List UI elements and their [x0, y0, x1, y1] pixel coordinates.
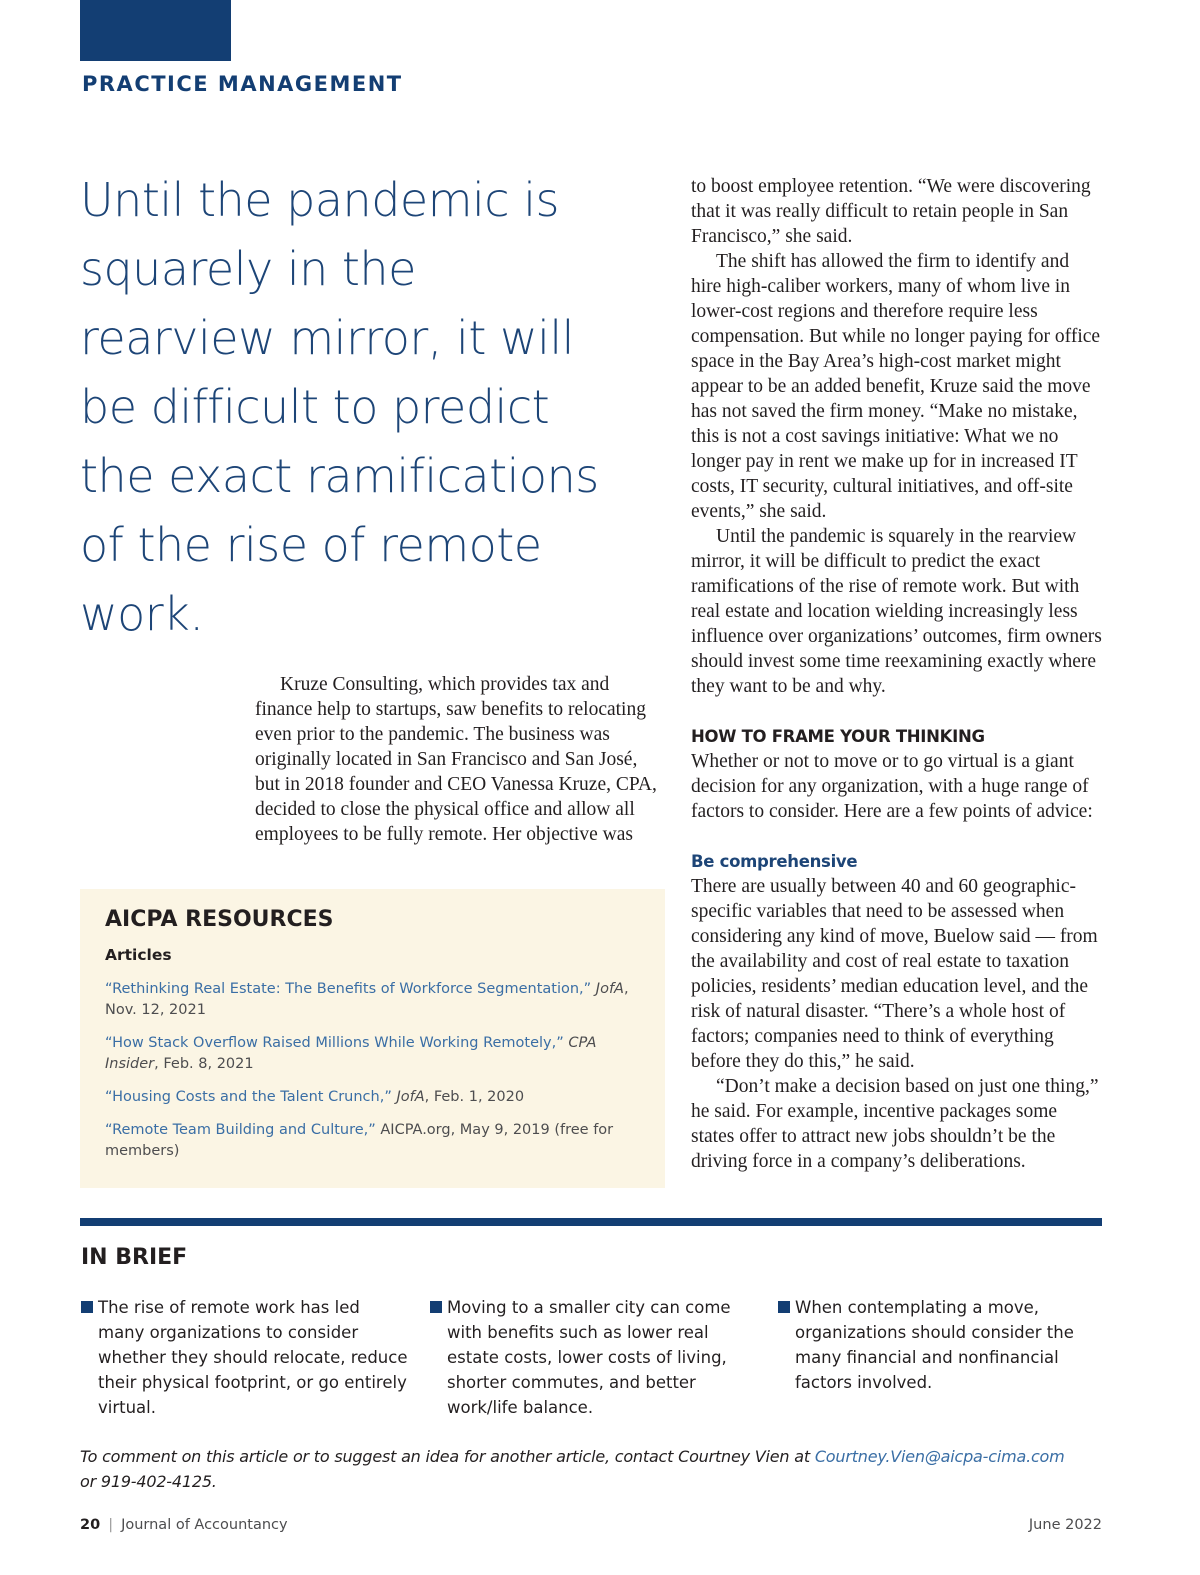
in-brief-text: The rise of remote work has led many organizations to consider whether they should relocate, reduce their physical footprint, or go entirely virtual.: [98, 1298, 408, 1417]
comment-footnote: [80, 1444, 1080, 1494]
resource-link[interactable]: “How Stack Overflow Raised Millions While Working Remotely,”: [105, 1035, 564, 1051]
right-paragraph: to boost employee retention. “We were discovering that it was really difficult to retain people in San Francisco,” she said.: [691, 176, 1091, 247]
section-label: PRACTICE MANAGEMENT: [82, 72, 403, 96]
section-divider: [80, 1218, 1102, 1226]
right-column-body: [691, 174, 1103, 1174]
pull-quote: Until the pandemic is squarely in the rearview mirror, it will be difficult to predict the exact ramifications of the rise of remote work.: [80, 173, 599, 641]
right-paragraph: There are usually between 40 and 60 geographic-specific variables that need to be assessed when considering any kind of move, Buelow said — from the availability and cost of real estate to taxation policies, residents’ median education level, and the risk of natural disaster. “There’s a whole host of factors; companies need to think of everything before they do this,” he said.: [691, 876, 1098, 1072]
resource-publication: JofA: [595, 981, 624, 997]
section-heading: HOW TO FRAME YOUR THINKING: [691, 727, 985, 746]
resources-title: AICPA RESOURCES: [105, 907, 334, 932]
publication-name: Journal of Accountancy: [121, 1517, 288, 1533]
left-paragraph: Kruze Consulting, which provides tax and finance help to startups, saw benefits to relocating even prior to the pandemic. The business was originally located in San Francisco and San José, but in 2018 founder and CEO Vanessa Kruze, CPA, decided to close the physical office and allow all employees to be fully remote. Her objective was: [255, 674, 657, 845]
in-brief-title: IN BRIEF: [81, 1245, 188, 1270]
resources-subtitle: Articles: [105, 946, 172, 964]
square-bullet-icon: [778, 1301, 790, 1313]
resource-item: [105, 1033, 650, 1075]
resource-item: [105, 979, 650, 1021]
spacer: [691, 699, 1103, 724]
subheading: Be comprehensive: [691, 852, 858, 871]
left-column-body: [255, 672, 660, 847]
in-brief-text: Moving to a smaller city can come with benefits such as lower real estate costs, lower costs of living, shorter commutes, and better work/life balance.: [447, 1298, 731, 1417]
resource-publication: CPA Insider: [105, 1035, 597, 1072]
resource-date: , Feb. 8, 2021: [154, 1056, 254, 1072]
square-bullet-icon: [430, 1301, 442, 1313]
in-brief-text: When contemplating a move, organizations should consider the many financial and nonfinancial factors involved.: [795, 1298, 1074, 1392]
resource-link[interactable]: “Housing Costs and the Talent Crunch,”: [105, 1089, 392, 1105]
in-brief-item: [81, 1295, 411, 1420]
resource-date: , Feb. 1, 2020: [424, 1089, 525, 1105]
resource-link[interactable]: “Remote Team Building and Culture,”: [105, 1122, 376, 1138]
resource-link[interactable]: “Rethinking Real Estate: The Benefits of Workforce Segmentation,”: [105, 981, 592, 997]
resource-publication: JofA: [396, 1089, 425, 1105]
square-bullet-icon: [81, 1301, 93, 1313]
resource-item: [105, 1120, 650, 1162]
email-link[interactable]: Courtney.Vien@aicpa-cima.com: [814, 1447, 1065, 1466]
right-paragraph: Until the pandemic is squarely in the rearview mirror, it will be difficult to predict the exact ramifications of the rise of remote work. But with real estate and location wielding increasingly less influence over organizations’ outcomes, firm owners should invest some time reexamining exactly where they want to be and why.: [691, 526, 1102, 697]
resource-date: , Nov. 12, 2021: [105, 981, 629, 1018]
right-paragraph: “Don’t make a decision based on just one thing,” he said. For example, incentive packages some states offer to attract new jobs shouldn’t be the driving force in a company’s deliberations.: [691, 1076, 1099, 1172]
issue-date: June 2022: [1028, 1517, 1102, 1533]
in-brief-item: [430, 1295, 760, 1420]
folio-separator: |: [108, 1517, 114, 1533]
right-paragraph: Whether or not to move or to go virtual is a giant decision for any organization, with a huge range of factors to consider. Here are a few points of advice:: [691, 751, 1093, 822]
page-folio: [80, 1517, 288, 1533]
footnote-text: or 919-402-4125.: [80, 1472, 217, 1491]
resources-list: [105, 979, 650, 1174]
resource-item: [105, 1087, 650, 1108]
resource-date: AICPA.org, May 9, 2019 (free for members): [105, 1122, 614, 1159]
footnote-text: To comment on this article or to suggest an idea for another article, contact Courtney Vien at: [80, 1447, 815, 1466]
page-number: 20: [80, 1517, 101, 1533]
header-color-block: [80, 0, 231, 61]
in-brief-item: [778, 1295, 1108, 1395]
resources-sidebar: [80, 889, 665, 1188]
right-paragraph: The shift has allowed the firm to identify and hire high-caliber workers, many of whom live in lower-cost regions and therefore require less compensation. But while no longer paying for office space in the Bay Area’s high-cost market might appear to be an added benefit, Kruze said the move has not saved the firm money. “Make no mistake, this is not a cost savings initiative: What we no longer pay in rent we make up for in increased IT costs, IT security, cultural initiatives, and off-site events,” she said.: [691, 251, 1101, 522]
spacer: [691, 824, 1103, 849]
